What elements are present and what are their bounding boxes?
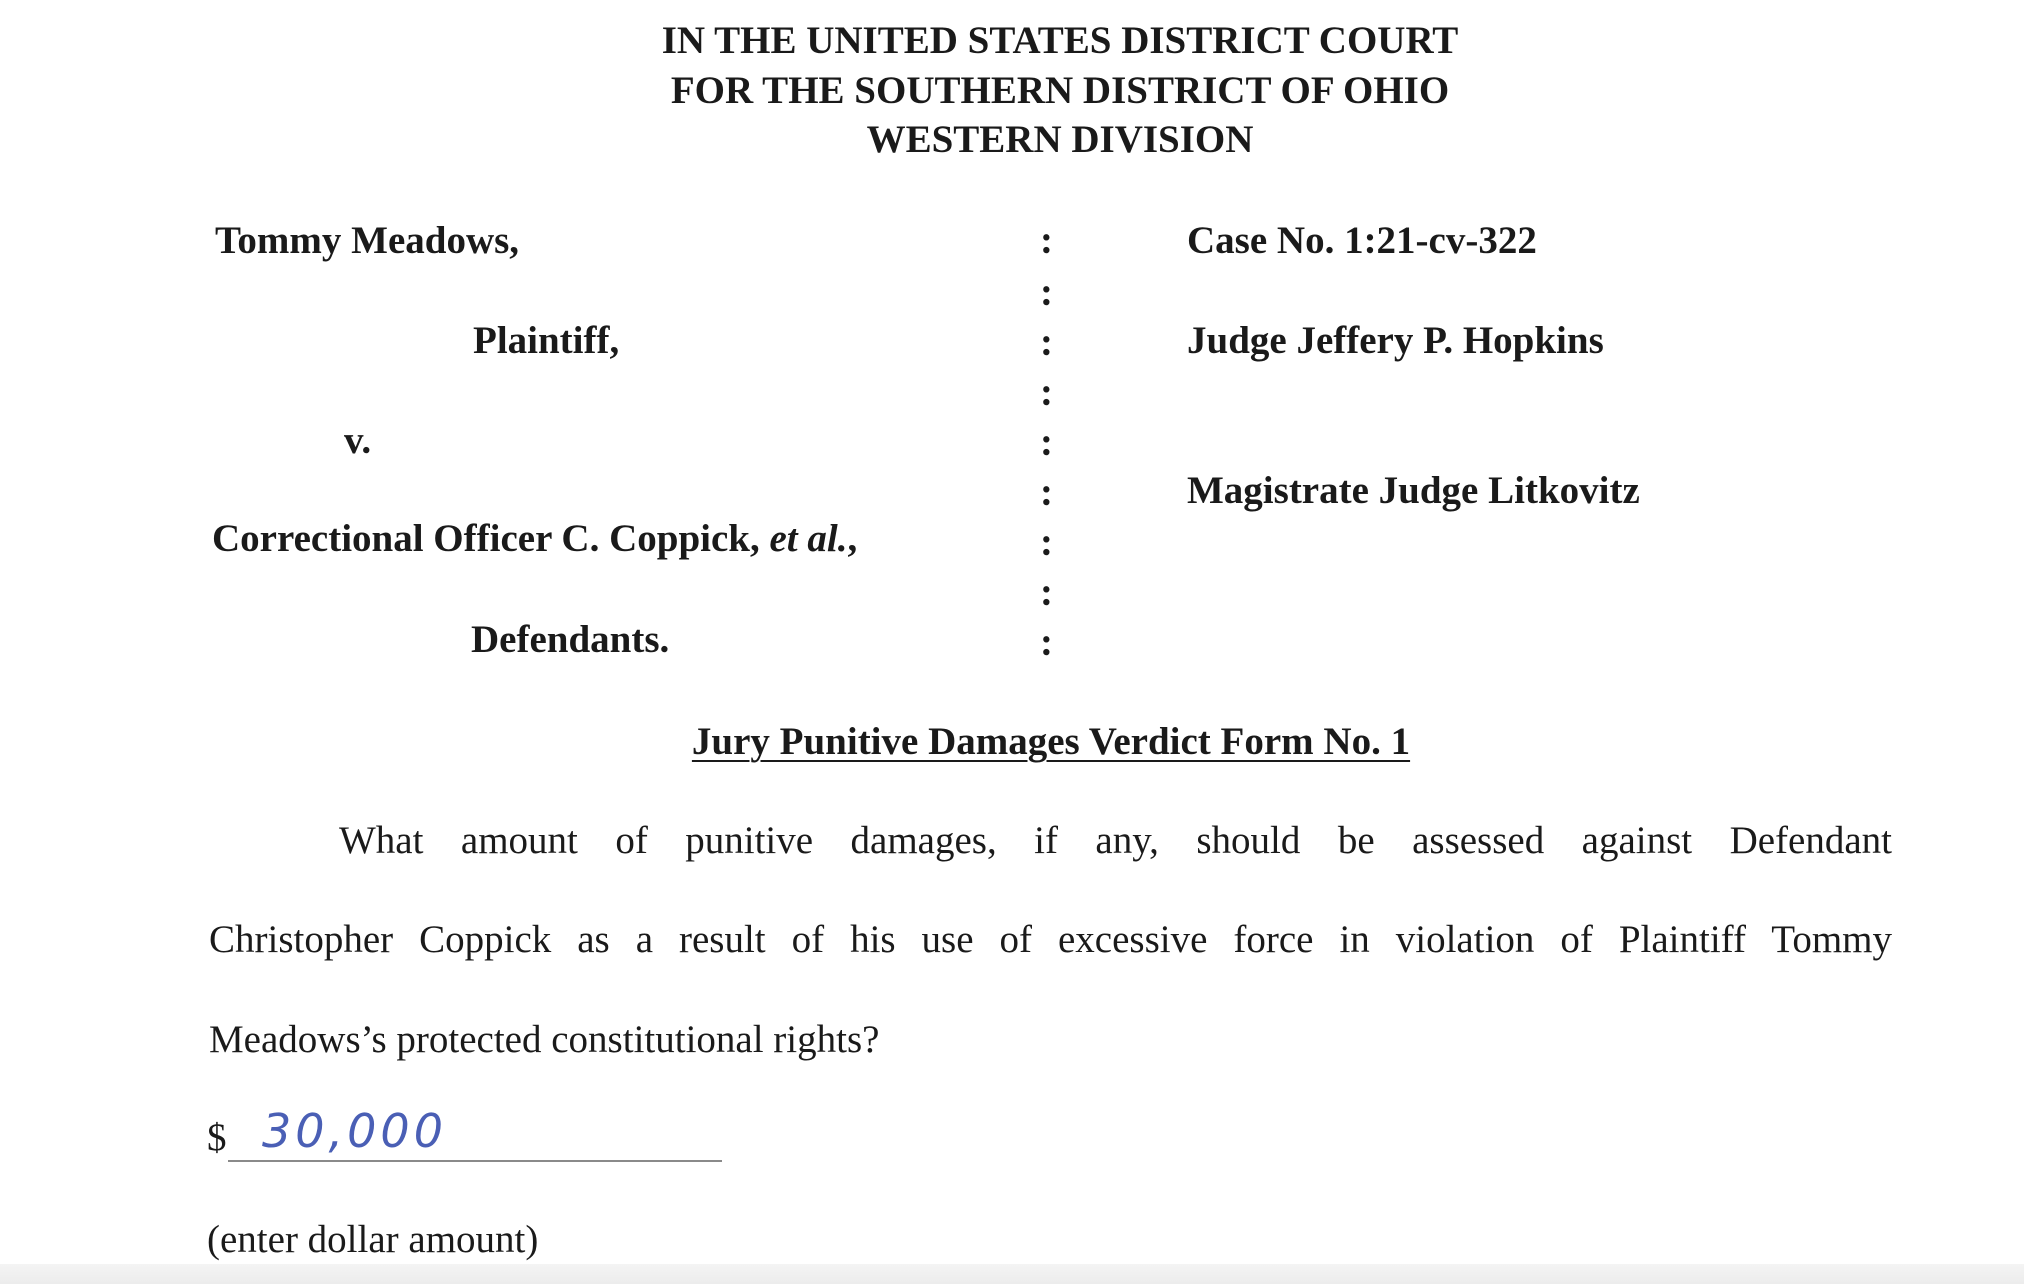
handwritten-amount: 30,000 [262, 1104, 447, 1158]
defendant-name-text: Correctional Officer C. Coppick, [212, 517, 770, 560]
question-line-1 [209, 818, 1892, 864]
defendant-name [212, 516, 857, 562]
form-title-text: Jury Punitive Damages Verdict Form No. 1 [691, 720, 1411, 763]
plaintiff-name: Tommy Meadows, [215, 219, 520, 262]
dollar-sign: $ [207, 1116, 227, 1159]
caption-colon: : [1040, 271, 1053, 314]
form-title [0, 719, 2024, 765]
caption-colon: : [1040, 521, 1053, 564]
caption-colon: : [1040, 219, 1053, 262]
court-header-line-1: IN THE UNITED STATES DISTRICT COURT [661, 19, 1459, 62]
plaintiff-label: Plaintiff, [473, 319, 620, 362]
defendant-comma: , [847, 517, 858, 560]
question-line-3: Meadows’s protected constitutional rights? [209, 1018, 880, 1061]
question-line-2: Christopher Coppick as a result of his use of excessive force in violation of Plaintiff Tommy [209, 918, 1892, 961]
magistrate-judge: Magistrate Judge Litkovitz [1187, 469, 1640, 512]
caption-colon: : [1040, 321, 1053, 364]
caption-colon: : [1040, 621, 1053, 664]
et-al: et al. [769, 517, 848, 560]
versus: v. [344, 419, 372, 462]
caption-colon: : [1040, 371, 1053, 414]
case-number: Case No. 1:21-cv-322 [1187, 219, 1537, 262]
caption-colon: : [1040, 421, 1053, 464]
amount-underline [228, 1160, 722, 1162]
judge-name: Judge Jeffery P. Hopkins [1187, 319, 1604, 362]
caption-colon: : [1040, 471, 1053, 514]
defendants-label: Defendants. [471, 618, 670, 661]
court-header-line-2: FOR THE SOUTHERN DISTRICT OF OHIO [670, 69, 1450, 112]
court-header-line-3: WESTERN DIVISION [866, 118, 1254, 161]
question-line-1-text: What amount of punitive damages, if any, should be assessed against Defendant [339, 819, 1892, 862]
caption-colon: : [1040, 571, 1053, 614]
amount-hint: (enter dollar amount) [207, 1218, 539, 1261]
viewer-bottom-edge [0, 1264, 2024, 1284]
